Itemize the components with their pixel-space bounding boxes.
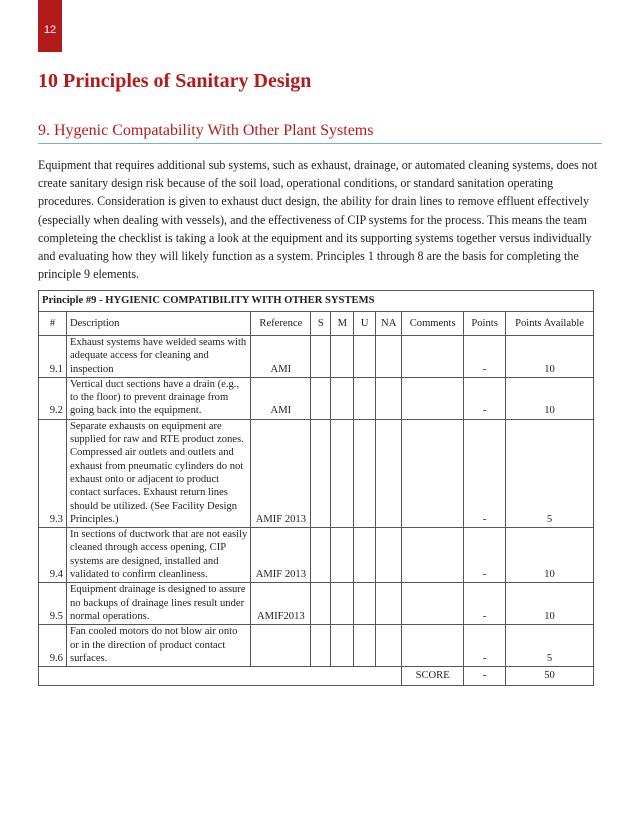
row-points: - [464, 336, 506, 378]
row-reference [251, 625, 311, 667]
table-header-row [39, 312, 594, 336]
row-num: 9.2 [39, 377, 67, 419]
score-row [39, 667, 594, 686]
row-s-cell[interactable] [311, 528, 331, 583]
row-na-cell[interactable] [376, 625, 402, 667]
row-points-available: 10 [506, 377, 594, 419]
table-row [39, 419, 594, 527]
table-title-row [39, 291, 594, 312]
row-reference: AMIF 2013 [251, 419, 311, 527]
page-number: 12 [43, 24, 57, 36]
row-points: - [464, 583, 506, 625]
row-u-cell[interactable] [354, 528, 376, 583]
page-heading: 10 Principles of Sanitary Design [38, 70, 312, 92]
col-header-description: Description [66, 312, 250, 336]
col-header-points: Points [464, 312, 506, 336]
section-divider [38, 143, 602, 144]
col-header-reference: Reference [251, 312, 311, 336]
row-s-cell[interactable] [311, 377, 331, 419]
row-s-cell[interactable] [311, 336, 331, 378]
principle-checklist-table [38, 290, 594, 686]
row-description: Equipment drainage is designed to assure no backups of drainage lines result under normal operations. [66, 583, 250, 625]
row-comments-cell[interactable] [402, 336, 464, 378]
col-header-u: U [354, 312, 376, 336]
row-m-cell[interactable] [331, 528, 354, 583]
row-reference: AMIF2013 [251, 583, 311, 625]
score-label: SCORE [402, 667, 464, 686]
row-num: 9.3 [39, 419, 67, 527]
row-points-available: 5 [506, 419, 594, 527]
row-na-cell[interactable] [376, 528, 402, 583]
table-row [39, 625, 594, 667]
row-comments-cell[interactable] [402, 583, 464, 625]
section-heading: 9. Hygenic Compatability With Other Plant Systems [38, 122, 374, 139]
score-points-available: 50 [506, 667, 594, 686]
row-m-cell[interactable] [331, 625, 354, 667]
row-comments-cell[interactable] [402, 419, 464, 527]
row-m-cell[interactable] [331, 377, 354, 419]
row-comments-cell[interactable] [402, 377, 464, 419]
score-points: - [464, 667, 506, 686]
page-number-tab [38, 0, 62, 52]
row-na-cell[interactable] [376, 336, 402, 378]
row-m-cell[interactable] [331, 336, 354, 378]
row-na-cell[interactable] [376, 583, 402, 625]
row-m-cell[interactable] [331, 583, 354, 625]
table-row [39, 583, 594, 625]
row-na-cell[interactable] [376, 419, 402, 527]
row-na-cell[interactable] [376, 377, 402, 419]
row-description: Exhaust systems have welded seams with adequate access for cleaning and inspection [66, 336, 250, 378]
row-comments-cell[interactable] [402, 625, 464, 667]
row-description: Fan cooled motors do not blow air onto or in the direction of product contact surfaces. [66, 625, 250, 667]
row-num: 9.6 [39, 625, 67, 667]
row-reference: AMI [251, 377, 311, 419]
row-s-cell[interactable] [311, 583, 331, 625]
col-header-s: S [311, 312, 331, 336]
row-description: Vertical duct sections have a drain (e.g., to the floor) to prevent drainage from going back into the equipment. [66, 377, 250, 419]
table-row [39, 377, 594, 419]
table-row [39, 528, 594, 583]
row-s-cell[interactable] [311, 625, 331, 667]
score-spacer [39, 667, 402, 686]
row-description: Separate exhausts on equipment are supplied for raw and RTE product zones. Compressed air outlets and outlets and exhaust from pneumatic cylinders do not exhaust onto or adjacent to product contact surfaces. Exhaust return lines should be utilized. (See Facility Design Principles.) [66, 419, 250, 527]
row-reference: AMIF 2013 [251, 528, 311, 583]
col-header-num: # [39, 312, 67, 336]
col-header-na: NA [376, 312, 402, 336]
row-points: - [464, 625, 506, 667]
row-num: 9.4 [39, 528, 67, 583]
row-num: 9.5 [39, 583, 67, 625]
row-u-cell[interactable] [354, 336, 376, 378]
row-u-cell[interactable] [354, 583, 376, 625]
row-points-available: 10 [506, 336, 594, 378]
row-u-cell[interactable] [354, 625, 376, 667]
row-u-cell[interactable] [354, 377, 376, 419]
row-points: - [464, 419, 506, 527]
row-s-cell[interactable] [311, 419, 331, 527]
table-title: Principle #9 - HYGIENIC COMPATIBILITY WITH OTHER SYSTEMS [39, 291, 594, 312]
intro-paragraph: Equipment that requires additional sub systems, such as exhaust, drainage, or automated cleaning systems, does not create sanitary design risk because of the soil load, operational conditions, or standard sanitation operating procedures. Consideration is given to exhaust duct design, the ability for drain lines to remove effluent effectively (especially when dealing with vessels), and the effectiveness of CIP systems for the process. This means the team completeing the checklist is taking a look at the equipment and its supporting systems together versus individually and evaluating how they will likely function as a system. Principles 1 through 8 are the basis for completing the principle 9 elements. [38, 158, 598, 282]
col-header-m: M [331, 312, 354, 336]
col-header-comments: Comments [402, 312, 464, 336]
table-row [39, 336, 594, 378]
row-u-cell[interactable] [354, 419, 376, 527]
row-points-available: 5 [506, 625, 594, 667]
row-points-available: 10 [506, 583, 594, 625]
row-description: In sections of ductwork that are not easily cleaned through access opening, CIP systems are designed, installed and validated to confirm cleanliness. [66, 528, 250, 583]
col-header-points-available: Points Available [506, 312, 594, 336]
row-points-available: 10 [506, 528, 594, 583]
row-num: 9.1 [39, 336, 67, 378]
row-comments-cell[interactable] [402, 528, 464, 583]
row-points: - [464, 528, 506, 583]
row-reference: AMI [251, 336, 311, 378]
row-points: - [464, 377, 506, 419]
row-m-cell[interactable] [331, 419, 354, 527]
